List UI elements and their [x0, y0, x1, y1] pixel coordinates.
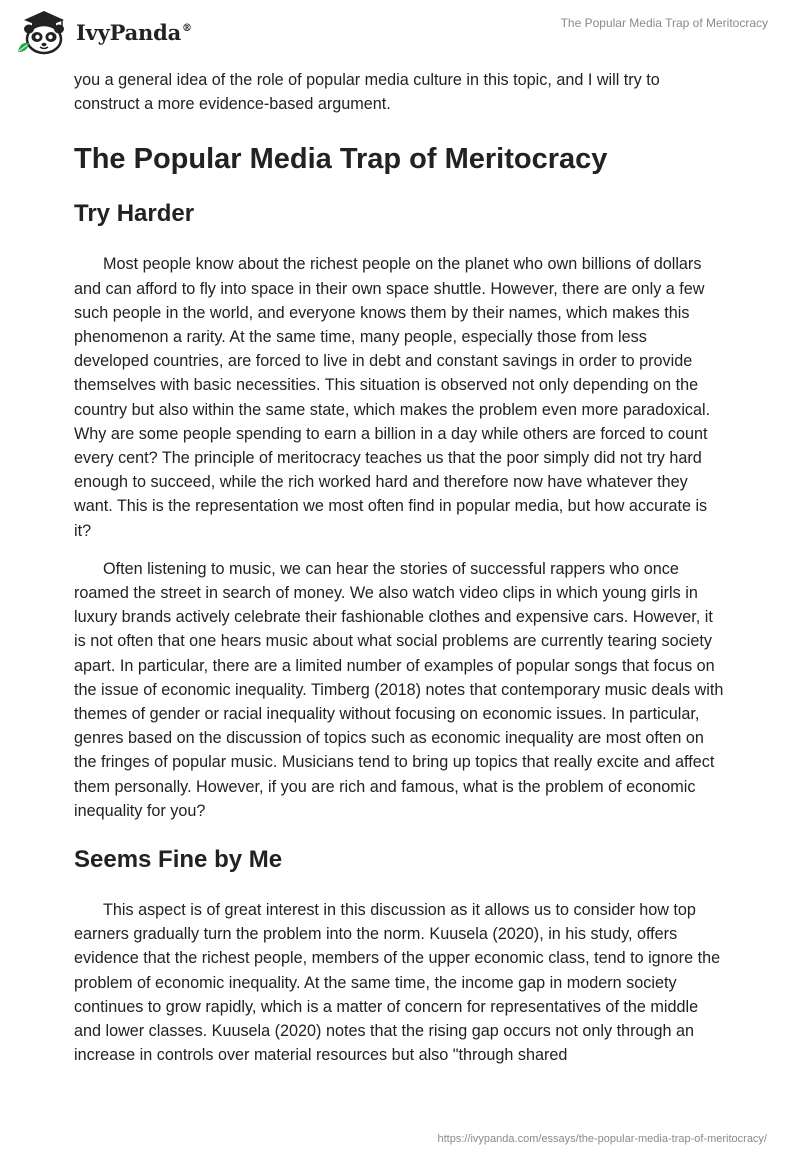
section-heading-seems-fine-by-me: Seems Fine by Me — [74, 846, 283, 874]
paragraph: This aspect is of great interest in this discussion as it allows us to consider how top earners gradually turn the problem into the norm. Kuusela (2020), in his study, offers evidence that the richest people, members of the upper economic class, tend to ignore the problem of economic inequality. At the same time, the income gap in modern society continues to grow rapidly, which is a matter of concern for representatives of the middle and lower classes. Kuusela (2020) notes that the rising gap occurs not only through an increase in controls over material resources but also "through shared — [74, 901, 721, 1065]
section-heading-try-harder: Try Harder — [74, 200, 195, 228]
header-page-title: The Popular Media Trap of Meritocracy — [560, 16, 768, 30]
ivypanda-logo-link[interactable] — [16, 8, 192, 56]
page-header — [0, 0, 800, 60]
article-content — [74, 68, 726, 1082]
article-title: The Popular Media Trap of Meritocracy — [74, 143, 608, 176]
paragraph: Most people know about the richest people on the planet who own billions of dollars and can afford to fly into space in their own space shuttle. However, there are only a few such people in the world, and everyone knows them by their names, which makes this phenomenon a rarity. At the same time, many people, especially those from less developed countries, are forced to live in debt and constant savings in order to provide themselves with basic necessities. This situation is observed not only depending on the country but also within the same state, which makes the problem even more paradoxical. Why are some people spending to earn a billion in a day while others are forced to count every cent? The principle of meritocracy teaches us that the poor simply did not try hard enough to succeed, while the rich worked hard and therefore now have whatever they want. This is the representation we most often find in popular media, but how accurate is it? — [74, 255, 711, 540]
paragraph: Often listening to music, we can hear the stories of successful rappers who once roamed the street in search of money. We also watch video clips in which young girls in luxury brands actively celebrate their fashionable clothes and expensive cars. However, it is not often that one hears music about what social problems are currently tearing society apart. In particular, there are a limited number of examples of popular songs that focus on the issue of economic inequality. Timberg (2018) notes that contemporary music deals with themes of gender or racial inequality without focusing on economic issues. In particular, genres based on the discussion of topics such as economic inequality are most often on the fringes of popular music. Musicians tend to bring up topics that really excite and affect them personally. However, if you are rich and famous, what is the problem of economic inequality for you? — [74, 559, 724, 820]
source-url-link[interactable]: https://ivypanda.com/essays/the-popular-media-trap-of-meritocracy/ — [437, 1133, 767, 1145]
brand-name: IvyPanda® — [76, 19, 192, 45]
panda-logo-icon — [16, 8, 72, 56]
intro-paragraph: you a general idea of the role of popular media culture in this topic, and I will try to construct a more evidence-based argument. — [74, 71, 660, 114]
